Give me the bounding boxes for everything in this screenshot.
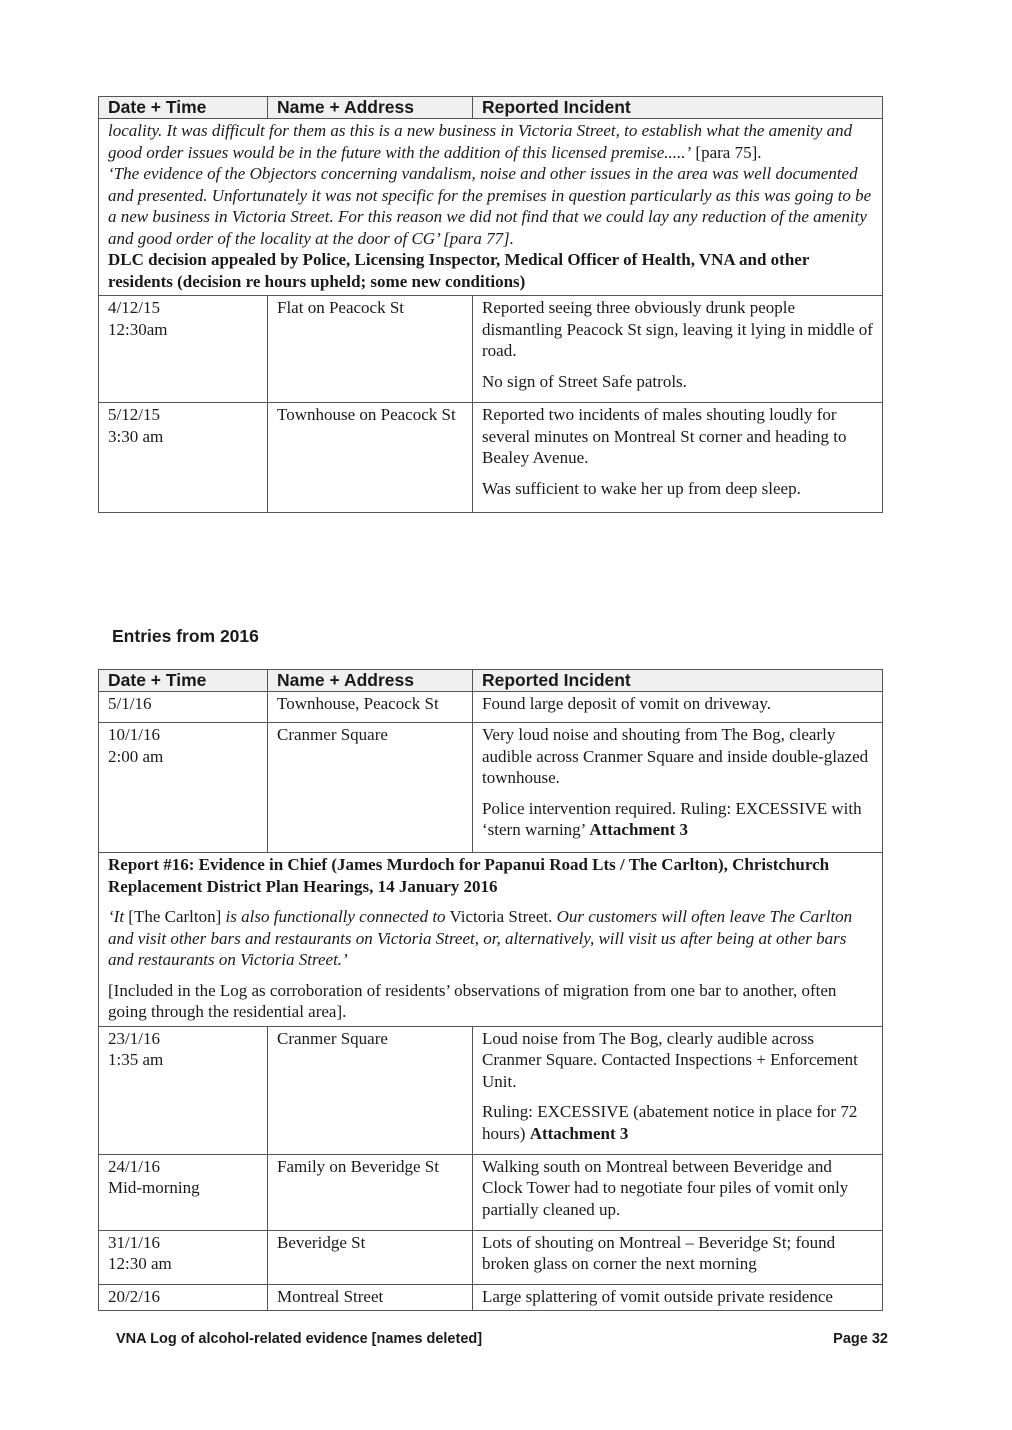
date: 31/1/16	[108, 1232, 160, 1252]
report-cell	[99, 853, 883, 1027]
table-row	[99, 1026, 883, 1154]
incident-cell	[473, 403, 883, 513]
footer-title: VNA Log of alcohol-related evidence [names deleted]	[116, 1331, 483, 1347]
report-row	[99, 853, 883, 1027]
header-reported-incident: Reported Incident	[473, 97, 883, 119]
table-header-row	[99, 97, 883, 119]
quote-part: ‘It	[108, 907, 125, 926]
incident-text: Loud noise from The Bog, clearly audible across Cranmer Square. Contacted Inspections + Enforcement Unit.	[482, 1028, 858, 1091]
incident-text-2	[482, 798, 874, 841]
incident-cell: Large splattering of vomit outside private residence	[473, 1284, 883, 1311]
name-cell: Townhouse, Peacock St	[268, 692, 473, 723]
name-cell: Cranmer Square	[268, 723, 473, 853]
incident-text: Very loud noise and shouting from The Bog, clearly audible across Cranmer Square and inside double-glazed townhouse.	[482, 725, 869, 787]
incident-cell	[473, 1026, 883, 1154]
incident-text: Reported two incidents of males shouting loudly for several minutes on Montreal St corner and heading to Bealey Avenue.	[482, 405, 847, 467]
table-row	[99, 692, 883, 723]
page-number: Page 32	[833, 1331, 888, 1347]
table-row	[99, 296, 883, 403]
incident-text: Reported seeing three obviously drunk people dismantling Peacock St sign, leaving it lying in middle of road.	[482, 298, 873, 360]
date: 23/1/16	[108, 1028, 160, 1048]
ruling-text: Police intervention required. Ruling: EXCESSIVE with ‘stern warning’	[482, 798, 862, 839]
quote-part: is also functionally connected to	[225, 907, 446, 926]
time: 12:30am	[108, 319, 168, 339]
incident-cell	[473, 723, 883, 853]
quote-part: Victoria Street.	[445, 907, 557, 926]
date-cell: 20/2/16	[99, 1284, 268, 1311]
time: Mid-morning	[108, 1178, 200, 1197]
table-row	[99, 723, 883, 853]
table-header-row	[99, 670, 883, 692]
report-note: [Included in the Log as corroboration of residents’ observations of migration from one bar to another, often going through the residential area].	[108, 980, 837, 1021]
attachment-ref: Attachment 3	[529, 1123, 629, 1143]
quote-cell	[99, 119, 883, 296]
table-row	[99, 1154, 883, 1230]
date-cell: 5/1/16	[99, 692, 268, 723]
header-date-time: Date + Time	[99, 670, 268, 692]
report-title: Report #16: Evidence in Chief (James Murdoch for Papanui Road Lts / The Carlton), Christchurch Replacement District Plan Hearings, 14 January 2016	[108, 855, 830, 896]
quote-row	[99, 119, 883, 296]
log-table-2016	[98, 669, 883, 1311]
name-cell: Family on Beveridge St	[268, 1154, 473, 1230]
time: 12:30 am	[108, 1254, 172, 1273]
header-name-address: Name + Address	[268, 97, 473, 119]
report-quote	[108, 906, 874, 971]
incident-cell: Lots of shouting on Montreal – Beveridge St; found broken glass on corner the next morning	[473, 1230, 883, 1284]
date-cell	[99, 403, 268, 513]
date-cell	[99, 1026, 268, 1154]
quote-para-77: ‘The evidence of the Objectors concerning vandalism, noise and other issues in the area was well documented and presented. Unfortunately it was not specific for the premises in question particularly as this was going to be a new business in Victoria Street. For this reason we did not find that we could lay any reduction of the amenity and good order of the locality at the door of CG’ [para 77].	[108, 164, 872, 248]
incident-cell: Found large deposit of vomit on driveway.	[473, 692, 883, 723]
ruling-text: Ruling: EXCESSIVE (abatement notice in place for 72 hours)	[482, 1102, 858, 1143]
time: 3:30 am	[108, 426, 164, 446]
quote-part: Our customers will often leave The Carlton and visit other bars and restaurants on Victoria Street, or, alternatively, will visit us after being at other bars and restaurants on Victoria Street.’	[108, 907, 853, 969]
date: 10/1/16	[108, 725, 160, 744]
table-row	[99, 1284, 883, 1311]
incident-text-2	[482, 1101, 874, 1144]
name-cell: Townhouse on Peacock St	[268, 403, 473, 513]
date-cell	[99, 1154, 268, 1230]
incident-text-2: No sign of Street Safe patrols.	[482, 371, 687, 391]
name-cell: Flat on Peacock St	[268, 296, 473, 403]
date: 4/12/15	[108, 298, 160, 317]
table-row	[99, 1230, 883, 1284]
date-cell	[99, 1230, 268, 1284]
quote-part: [The Carlton]	[124, 907, 226, 926]
quote-text: locality. It was difficult for them as this is a new business in Victoria Street, to establish what the amenity and good order issues would be in the future with the addition of this licensed premise.....’	[108, 121, 853, 162]
section-title: Entries from 2016	[112, 626, 259, 646]
header-reported-incident: Reported Incident	[473, 670, 883, 692]
header-date-time: Date + Time	[99, 97, 268, 119]
header-name-address: Name + Address	[268, 670, 473, 692]
incident-cell: Walking south on Montreal between Beveridge and Clock Tower had to negotiate four piles of vomit only partially cleaned up.	[473, 1154, 883, 1230]
table-row	[99, 403, 883, 513]
name-cell: Cranmer Square	[268, 1026, 473, 1154]
date: 24/1/16	[108, 1156, 160, 1176]
date: 5/12/15	[108, 405, 160, 424]
quote-ref: [para 75].	[691, 142, 762, 162]
date-cell	[99, 723, 268, 853]
quote-para-75	[108, 120, 874, 163]
attachment-ref: Attachment 3	[589, 820, 688, 839]
time: 2:00 am	[108, 746, 164, 766]
incident-text-2: Was sufficient to wake her up from deep sleep.	[482, 478, 801, 498]
incident-cell	[473, 296, 883, 403]
date-cell	[99, 296, 268, 403]
decision-note: DLC decision appealed by Police, Licensing Inspector, Medical Officer of Health, VNA and other residents (decision re hours upheld; some new conditions)	[108, 250, 810, 291]
name-cell: Montreal Street	[268, 1284, 473, 1311]
time: 1:35 am	[108, 1050, 164, 1069]
name-cell: Beveridge St	[268, 1230, 473, 1284]
log-table-2015	[98, 96, 883, 513]
